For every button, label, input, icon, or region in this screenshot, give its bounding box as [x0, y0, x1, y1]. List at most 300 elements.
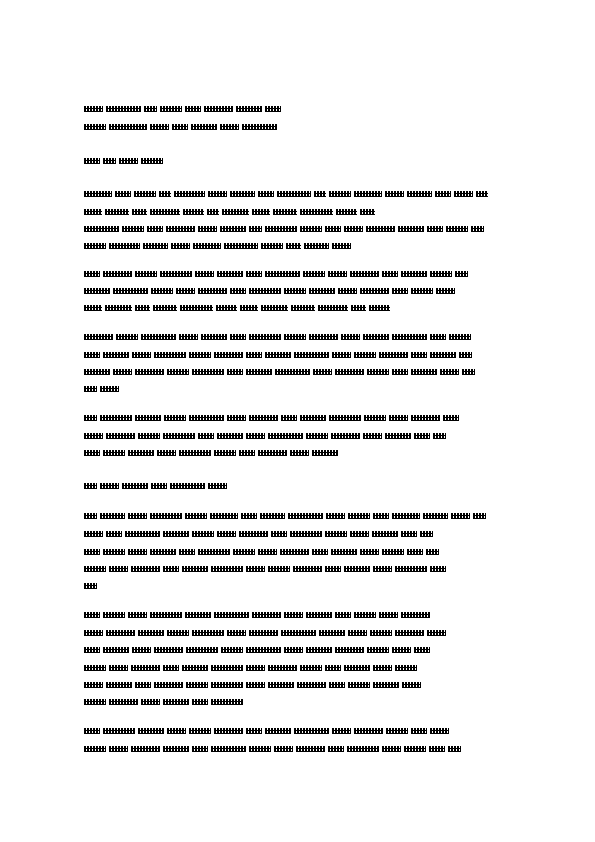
ink-word	[430, 352, 456, 358]
ink-word	[331, 549, 357, 555]
ink-word	[411, 288, 433, 294]
para-1-line-2	[84, 209, 394, 215]
ink-word	[241, 513, 257, 519]
ink-word	[208, 483, 227, 489]
ink-word	[233, 549, 255, 555]
ink-word	[476, 191, 488, 197]
ink-word	[150, 612, 182, 618]
ink-word	[138, 728, 164, 734]
ink-word	[185, 612, 211, 618]
ink-word	[326, 513, 345, 519]
ink-word	[186, 682, 208, 688]
ink-word	[185, 513, 207, 519]
ink-word	[84, 483, 97, 489]
ink-word	[183, 209, 204, 215]
ink-word	[211, 682, 243, 688]
para-5-line-5	[84, 583, 106, 589]
ink-word	[236, 106, 262, 112]
ink-word	[300, 226, 322, 232]
ink-word	[246, 566, 265, 572]
ink-word	[290, 531, 322, 537]
ink-word	[332, 352, 351, 358]
ink-word	[454, 191, 473, 197]
ink-word	[446, 226, 468, 232]
ink-word	[332, 728, 351, 734]
ink-word	[401, 531, 417, 537]
ink-word	[331, 433, 360, 439]
ink-word	[436, 288, 455, 294]
ink-word	[163, 665, 179, 671]
ink-word	[106, 630, 135, 636]
ink-word	[303, 271, 325, 277]
para-3-line-4	[84, 386, 128, 392]
ink-word	[306, 612, 332, 618]
ink-word	[382, 746, 401, 752]
ink-word	[407, 191, 432, 197]
ink-word	[252, 209, 270, 215]
ink-word	[449, 334, 471, 340]
ink-word	[179, 549, 195, 555]
ink-word	[192, 369, 224, 375]
ink-word	[103, 612, 125, 618]
ink-word	[277, 191, 311, 197]
ink-word	[338, 288, 357, 294]
para-6-line-6	[84, 699, 254, 705]
ink-word	[271, 531, 287, 537]
ink-word	[164, 415, 186, 421]
ink-word	[373, 665, 392, 671]
ink-word	[122, 483, 148, 489]
ink-word	[214, 352, 243, 358]
section-2-heading	[84, 483, 302, 489]
ink-word	[100, 415, 132, 421]
ink-word	[414, 433, 430, 439]
ink-word	[217, 531, 236, 537]
ink-word	[395, 665, 417, 671]
ink-word	[100, 513, 125, 519]
ink-word	[411, 728, 427, 734]
ink-word	[300, 415, 326, 421]
ink-word	[379, 612, 398, 618]
ink-word	[100, 483, 119, 489]
para-3-line-2	[84, 352, 512, 358]
ink-word	[364, 415, 386, 421]
ink-word	[304, 243, 329, 249]
ink-word	[344, 226, 363, 232]
ink-word	[325, 665, 341, 671]
ink-word	[84, 243, 106, 249]
ink-word	[440, 369, 459, 375]
ink-word	[106, 106, 141, 112]
ink-word	[185, 106, 201, 112]
ink-word	[426, 549, 439, 555]
para-3-line-3	[84, 369, 512, 375]
para-4-line-2	[84, 433, 512, 439]
para-3-line-1	[84, 334, 512, 340]
ink-word	[201, 334, 227, 340]
ink-word	[84, 106, 103, 112]
ink-word	[354, 728, 383, 734]
ink-word	[280, 549, 309, 555]
ink-word	[198, 226, 217, 232]
ink-word	[329, 682, 345, 688]
ink-word	[100, 386, 119, 392]
header-line-2	[84, 124, 344, 130]
ink-word	[350, 271, 379, 277]
ink-word	[176, 288, 195, 294]
para-5-line-3	[84, 549, 512, 555]
ink-word	[84, 415, 97, 421]
ink-word	[163, 566, 179, 572]
ink-word	[166, 226, 195, 232]
ink-word	[144, 106, 157, 112]
ink-word	[150, 209, 180, 215]
ink-word	[230, 288, 246, 294]
ink-word	[84, 191, 112, 197]
ink-word	[138, 630, 164, 636]
ink-word	[227, 415, 246, 421]
ink-word	[211, 566, 243, 572]
ink-word	[182, 665, 208, 671]
ink-word	[224, 243, 258, 249]
ink-word	[167, 728, 186, 734]
ink-word	[367, 647, 389, 653]
ink-word	[309, 288, 335, 294]
ink-word	[335, 369, 364, 375]
ink-word	[198, 549, 230, 555]
ink-word	[210, 513, 238, 519]
ink-word	[268, 682, 294, 688]
ink-word	[249, 334, 281, 340]
ink-word	[297, 682, 326, 688]
ink-word	[115, 191, 131, 197]
ink-word	[159, 191, 171, 197]
ink-word	[284, 647, 303, 653]
para-7-line-1	[84, 728, 512, 734]
ink-word	[348, 630, 367, 636]
ink-word	[84, 682, 103, 688]
ink-word	[180, 305, 213, 311]
ink-word	[135, 305, 150, 311]
ink-word	[191, 124, 217, 130]
ink-word	[265, 106, 281, 112]
ink-word	[249, 288, 281, 294]
ink-word	[103, 271, 132, 277]
ink-word	[150, 124, 169, 130]
ink-word	[128, 549, 147, 555]
ink-word	[265, 226, 297, 232]
ink-word	[135, 369, 164, 375]
ink-word	[328, 271, 347, 277]
ink-word	[131, 566, 160, 572]
ink-word	[193, 243, 221, 249]
ink-word	[131, 746, 160, 752]
ink-word	[214, 728, 243, 734]
para-6-line-2	[84, 630, 512, 636]
ink-word	[471, 226, 484, 232]
ink-word	[109, 124, 147, 130]
ink-word	[386, 728, 408, 734]
ink-word	[430, 566, 446, 572]
ink-word	[430, 728, 449, 734]
ink-word	[116, 334, 138, 340]
ink-word	[286, 243, 301, 249]
ink-word	[109, 699, 138, 705]
para-6-line-5	[84, 682, 512, 688]
ink-word	[281, 415, 297, 421]
ink-word	[211, 746, 246, 752]
ink-word	[414, 647, 430, 653]
ink-word	[354, 612, 376, 618]
ink-word	[132, 209, 147, 215]
ink-word	[103, 352, 129, 358]
ink-word	[401, 271, 427, 277]
ink-word	[246, 271, 262, 277]
ink-word	[84, 226, 119, 232]
ink-word	[192, 746, 208, 752]
ink-word	[347, 746, 379, 752]
ink-word	[214, 450, 236, 456]
ink-word	[350, 531, 369, 537]
ink-word	[132, 647, 151, 653]
ink-word	[84, 386, 97, 392]
ink-word	[462, 369, 475, 375]
para-2-line-2	[84, 288, 512, 294]
ink-word	[128, 612, 147, 618]
ink-word	[109, 566, 128, 572]
ink-word	[84, 630, 103, 636]
ink-word	[258, 450, 287, 456]
ink-word	[385, 191, 404, 197]
ink-word	[154, 647, 183, 653]
ink-word	[135, 682, 151, 688]
ink-word	[369, 305, 390, 311]
ink-word	[151, 288, 173, 294]
ink-word	[109, 746, 128, 752]
ink-word	[84, 158, 100, 164]
ink-word	[230, 191, 255, 197]
ink-word	[151, 483, 167, 489]
para-1-line-3	[84, 226, 512, 232]
ink-word	[268, 665, 297, 671]
ink-word	[179, 334, 198, 340]
ink-word	[293, 566, 322, 572]
ink-word	[84, 352, 100, 358]
ink-word	[392, 369, 408, 375]
ink-word	[109, 665, 128, 671]
ink-word	[373, 682, 399, 688]
ink-word	[131, 665, 160, 671]
ink-word	[132, 352, 151, 358]
ink-word	[335, 647, 364, 653]
ink-word	[370, 630, 392, 636]
ink-word	[373, 513, 389, 519]
ink-word	[382, 271, 398, 277]
ink-word	[265, 271, 300, 277]
ink-word	[134, 191, 156, 197]
ink-word	[113, 369, 132, 375]
ink-word	[103, 728, 135, 734]
ink-word	[141, 699, 160, 705]
ink-word	[344, 566, 370, 572]
ink-word	[128, 450, 154, 456]
ink-word	[423, 513, 448, 519]
ink-word	[372, 531, 398, 537]
ink-word	[198, 433, 214, 439]
para-5-line-4	[84, 566, 512, 572]
ink-word	[246, 647, 281, 653]
ink-word	[249, 226, 262, 232]
ink-word	[103, 647, 129, 653]
ink-word	[195, 271, 214, 277]
ink-word	[84, 271, 100, 277]
para-6-line-4	[84, 665, 512, 671]
ink-word	[360, 549, 379, 555]
ink-word	[179, 450, 211, 456]
ink-word	[407, 549, 423, 555]
ink-word	[430, 271, 452, 277]
ink-word	[141, 334, 176, 340]
ink-word	[288, 513, 323, 519]
ink-word	[109, 243, 140, 249]
ink-word	[163, 746, 189, 752]
ink-word	[105, 305, 132, 311]
ink-word	[221, 647, 243, 653]
para-2-line-1	[84, 271, 512, 277]
ink-word	[84, 450, 100, 456]
ink-word	[395, 630, 424, 636]
ink-word	[246, 352, 262, 358]
ink-word	[309, 334, 338, 340]
ink-word	[246, 433, 265, 439]
ink-word	[433, 433, 446, 439]
ink-word	[217, 433, 243, 439]
ink-word	[395, 566, 427, 572]
ink-word	[341, 334, 360, 340]
ink-word	[198, 288, 227, 294]
ink-word	[106, 531, 122, 537]
ink-word	[325, 531, 347, 537]
ink-word	[348, 682, 370, 688]
ink-word	[230, 334, 246, 340]
ink-word	[398, 226, 424, 232]
ink-word	[354, 191, 382, 197]
ink-word	[402, 682, 421, 688]
ink-word	[429, 746, 445, 752]
ink-word	[157, 450, 176, 456]
ink-word	[360, 288, 389, 294]
ink-word	[290, 450, 309, 456]
ink-word	[367, 369, 389, 375]
para-1-line-1	[84, 191, 512, 197]
ink-word	[329, 415, 361, 421]
ink-word	[427, 226, 443, 232]
ink-word	[216, 305, 237, 311]
ink-word	[284, 334, 306, 340]
ink-word	[275, 369, 310, 375]
ink-word	[182, 566, 208, 572]
ink-word	[448, 746, 461, 752]
ink-word	[261, 243, 283, 249]
para-4-line-3	[84, 450, 384, 456]
ink-word	[443, 415, 459, 421]
ink-word	[143, 243, 168, 249]
ink-word	[84, 699, 106, 705]
ink-word	[189, 728, 211, 734]
ink-word	[284, 288, 306, 294]
ink-word	[138, 433, 160, 439]
ink-word	[427, 630, 446, 636]
ink-word	[246, 369, 272, 375]
ink-word	[170, 483, 205, 489]
ink-word	[211, 699, 243, 705]
ink-word	[242, 124, 277, 130]
ink-word	[84, 583, 97, 589]
ink-word	[246, 728, 262, 734]
ink-word	[249, 630, 278, 636]
section-1-heading	[84, 158, 206, 164]
ink-word	[119, 158, 138, 164]
ink-word	[141, 158, 163, 164]
ink-word	[459, 352, 472, 358]
ink-word	[84, 531, 103, 537]
para-7-line-2	[84, 746, 512, 752]
ink-word	[84, 612, 100, 618]
ink-word	[135, 415, 161, 421]
ink-word	[211, 665, 243, 671]
ink-word	[153, 305, 177, 311]
ink-word	[147, 226, 163, 232]
ink-word	[325, 226, 341, 232]
ink-word	[207, 209, 219, 215]
ink-word	[239, 450, 255, 456]
ink-word	[389, 415, 408, 421]
ink-word	[84, 305, 102, 311]
ink-word	[84, 124, 106, 130]
para-6-line-3	[84, 647, 512, 653]
ink-word	[239, 531, 268, 537]
ink-word	[296, 746, 325, 752]
ink-word	[192, 630, 224, 636]
ink-word	[273, 209, 297, 215]
ink-word	[392, 513, 420, 519]
ink-word	[360, 209, 375, 215]
para-4-line-1	[84, 415, 512, 421]
ink-word	[373, 566, 392, 572]
ink-word	[84, 728, 100, 734]
para-5-line-2	[84, 531, 512, 537]
ink-word	[382, 549, 404, 555]
ink-word	[379, 352, 408, 358]
ink-word	[103, 450, 125, 456]
ink-word	[84, 433, 103, 439]
ink-word	[113, 288, 148, 294]
ink-word	[150, 549, 176, 555]
ink-word	[401, 612, 430, 618]
ink-word	[128, 513, 147, 519]
ink-word	[122, 226, 144, 232]
ink-word	[103, 158, 116, 164]
ink-word	[306, 647, 332, 653]
ink-word	[404, 746, 426, 752]
ink-word	[84, 647, 100, 653]
ink-word	[172, 124, 188, 130]
ink-word	[325, 566, 341, 572]
ink-word	[220, 226, 246, 232]
ink-word	[171, 243, 190, 249]
ink-word	[411, 369, 437, 375]
ink-word	[430, 334, 446, 340]
